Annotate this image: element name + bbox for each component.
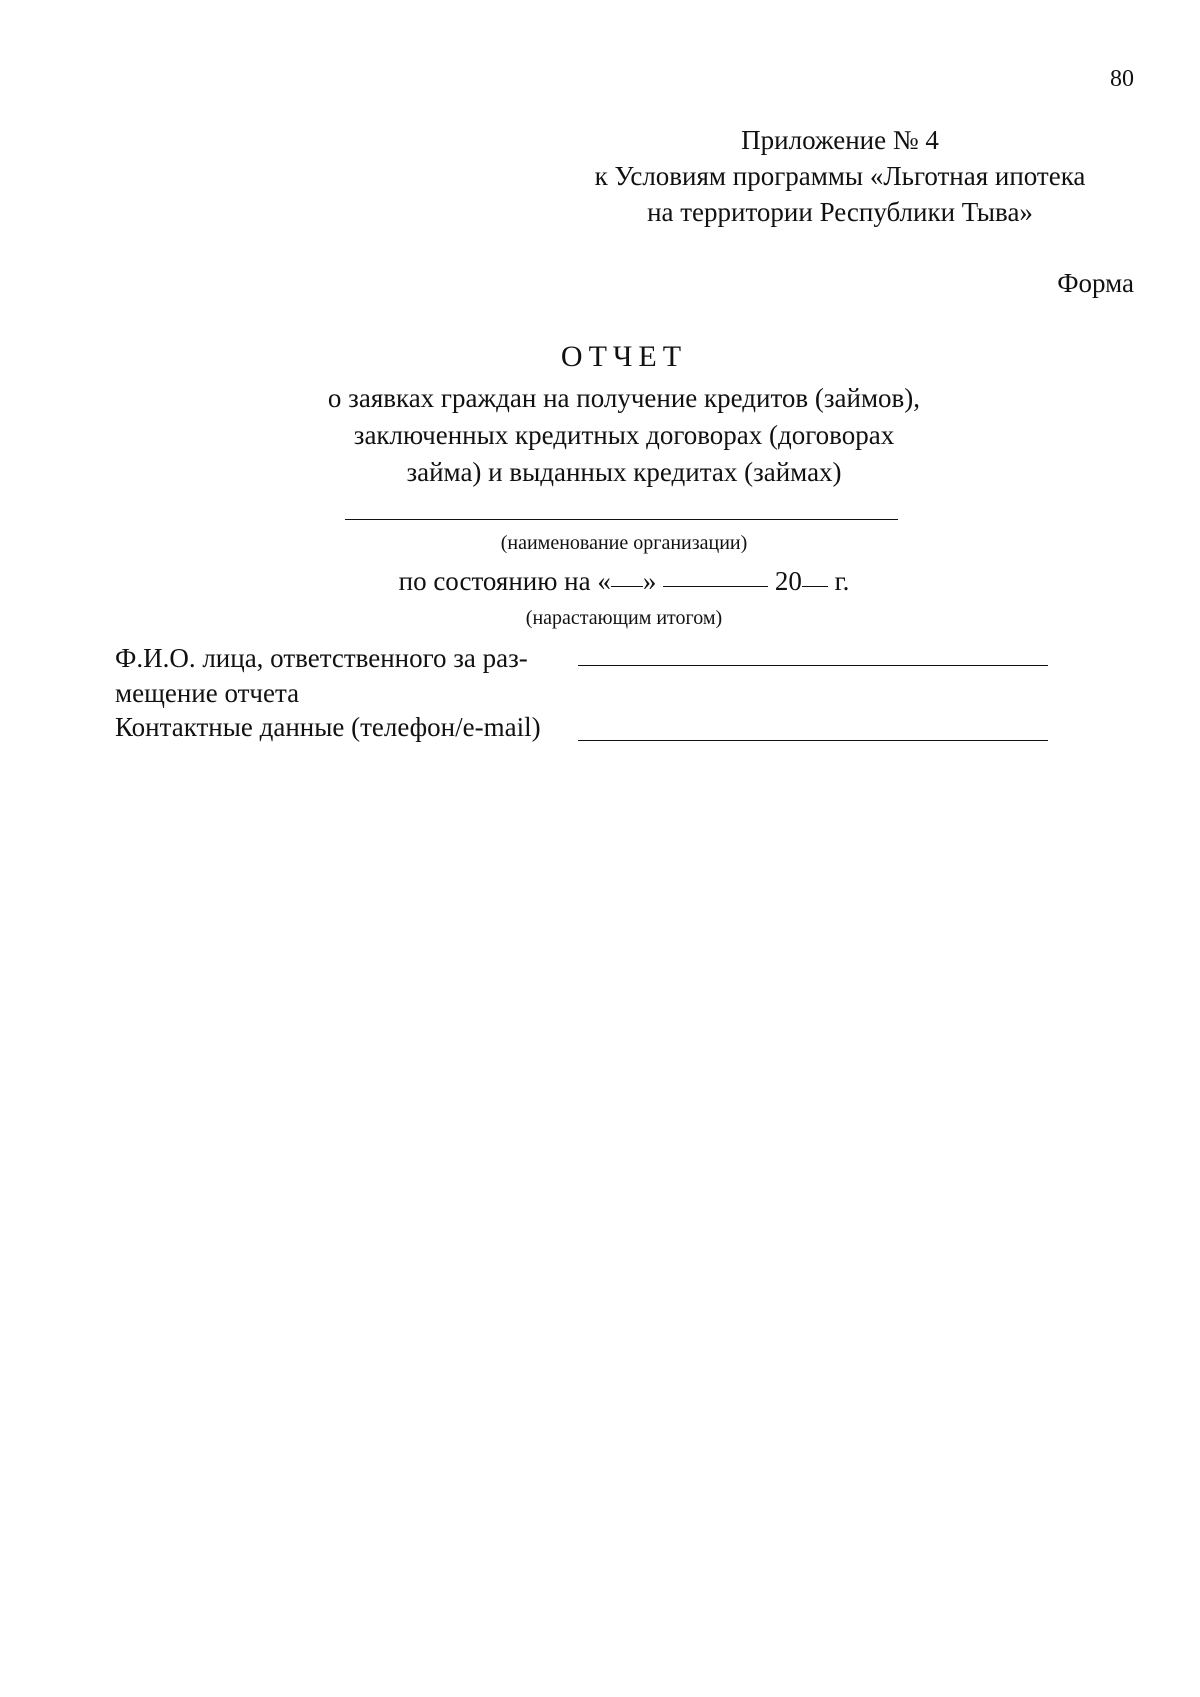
- form-label: Форма: [1057, 268, 1134, 298]
- report-subtitle-line-1: о заявках граждан на получение кредитов (займов),: [327, 383, 921, 413]
- year-prefix: 20: [774, 566, 802, 596]
- report-subtitle-line-3: займа) и выданных кредитах (займах): [406, 457, 842, 487]
- organization-caption: (наименование организации): [500, 532, 748, 554]
- date-quote-close: »: [642, 566, 657, 596]
- appendix-line-2: к Условиям программы «Льготная ипотека: [594, 161, 1086, 191]
- responsible-label-line-2: мещение отчета: [115, 678, 300, 708]
- page-number: 80: [1110, 66, 1134, 92]
- appendix-line-3: на территории Республики Тыва»: [647, 197, 1033, 227]
- responsible-person-label: [115, 641, 585, 711]
- contact-field[interactable]: [578, 740, 1048, 741]
- date-prefix: по состоянию на «: [398, 566, 611, 596]
- appendix-line-1: Приложение № 4: [741, 125, 939, 155]
- report-subtitle: [0, 380, 1200, 491]
- report-title: ОТЧЕТ: [560, 340, 688, 373]
- day-field[interactable]: [611, 585, 643, 587]
- year-suffix: г.: [834, 566, 850, 596]
- organization-name-field[interactable]: [345, 519, 898, 520]
- date-caption: (нарастающим итогом): [525, 607, 723, 629]
- report-date-line: [0, 566, 1200, 597]
- responsible-person-field[interactable]: [578, 665, 1048, 666]
- responsible-label-line-1: Ф.И.О. лица, ответственного за раз-: [115, 643, 528, 673]
- report-subtitle-line-2: заключенных кредитных договорах (договорах: [353, 420, 895, 450]
- contact-label: Контактные данные (телефон/e-mail): [115, 712, 541, 742]
- month-field[interactable]: [663, 585, 768, 587]
- year-field[interactable]: [802, 585, 828, 587]
- appendix-header: [560, 122, 1120, 230]
